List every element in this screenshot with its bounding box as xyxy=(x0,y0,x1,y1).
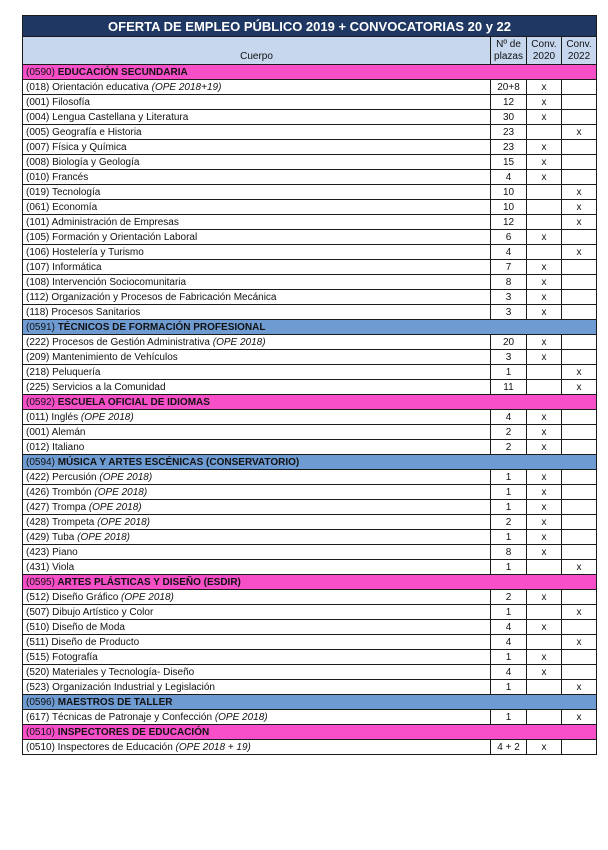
section-code: (0591) xyxy=(26,321,55,333)
conv-2020-cell: x xyxy=(527,170,562,185)
header-conv-2020-line1: Conv. xyxy=(531,38,557,50)
conv-2020-cell: x xyxy=(527,485,562,500)
plazas-cell: 6 xyxy=(491,230,527,245)
table-row xyxy=(23,365,597,380)
table-row xyxy=(23,80,597,95)
cuerpo-cell xyxy=(23,425,491,440)
plazas-cell: 3 xyxy=(491,305,527,320)
cuerpo-name: (107) Informática xyxy=(26,261,102,273)
plazas-cell: 20 xyxy=(491,335,527,350)
conv-2020-cell xyxy=(527,635,562,650)
cuerpo-cell xyxy=(23,305,491,320)
section-name: TÉCNICOS DE FORMACIÓN PROFESIONAL xyxy=(57,321,266,333)
section-name: ESCUELA OFICIAL DE IDIOMAS xyxy=(57,396,210,408)
conv-2022-cell xyxy=(562,290,597,305)
cuerpo-cell xyxy=(23,545,491,560)
plazas-cell: 1 xyxy=(491,365,527,380)
table-row xyxy=(23,635,597,650)
header-plazas-line1: Nº de xyxy=(496,38,521,50)
cuerpo-note: (OPE 2018+19) xyxy=(151,81,222,93)
conv-2020-cell: x xyxy=(527,470,562,485)
table-row xyxy=(23,530,597,545)
table-row xyxy=(23,605,597,620)
plazas-cell: 1 xyxy=(491,560,527,575)
cuerpo-name: (431) Viola xyxy=(26,561,75,573)
cuerpo-name: (515) Fotografía xyxy=(26,651,98,663)
table-row xyxy=(23,110,597,125)
table-row xyxy=(23,620,597,635)
table-row xyxy=(23,260,597,275)
cuerpo-name: (426) Trombón xyxy=(26,486,92,498)
section-header-row xyxy=(23,455,597,470)
plazas-cell: 15 xyxy=(491,155,527,170)
section-header-row xyxy=(23,65,597,80)
plazas-cell: 2 xyxy=(491,590,527,605)
conv-2020-cell: x xyxy=(527,650,562,665)
cuerpo-cell xyxy=(23,335,491,350)
conv-2020-cell: x xyxy=(527,95,562,110)
cuerpo-name: (008) Biología y Geología xyxy=(26,156,140,168)
conv-2020-cell: x xyxy=(527,440,562,455)
conv-2022-cell xyxy=(562,500,597,515)
cuerpo-name: (209) Mantenimiento de Vehículos xyxy=(26,351,178,363)
section-name: INSPECTORES DE EDUCACIÓN xyxy=(57,726,210,738)
conv-2022-cell: x xyxy=(562,215,597,230)
conv-2022-cell xyxy=(562,590,597,605)
header-conv-2020 xyxy=(527,37,562,65)
conv-2020-cell xyxy=(527,380,562,395)
conv-2022-cell xyxy=(562,650,597,665)
conv-2022-cell: x xyxy=(562,605,597,620)
conv-2020-cell: x xyxy=(527,350,562,365)
plazas-cell: 4 + 2 xyxy=(491,740,527,755)
table-row xyxy=(23,410,597,425)
conv-2020-cell xyxy=(527,215,562,230)
cuerpo-name: (520) Materiales y Tecnología- Diseño xyxy=(26,666,195,678)
section-code: (0510) xyxy=(26,726,55,738)
plazas-cell: 23 xyxy=(491,125,527,140)
conv-2020-cell xyxy=(527,200,562,215)
cuerpo-note: (OPE 2018) xyxy=(80,411,134,423)
plazas-cell: 11 xyxy=(491,380,527,395)
cuerpo-name: (218) Peluquería xyxy=(26,366,101,378)
table-row xyxy=(23,155,597,170)
conv-2022-cell: x xyxy=(562,635,597,650)
plazas-cell: 12 xyxy=(491,95,527,110)
conv-2022-cell xyxy=(562,80,597,95)
cuerpo-cell xyxy=(23,155,491,170)
plazas-cell: 1 xyxy=(491,710,527,725)
cuerpo-cell xyxy=(23,740,491,755)
conv-2022-cell xyxy=(562,515,597,530)
cuerpo-name: (510) Diseño de Moda xyxy=(26,621,125,633)
cuerpo-cell xyxy=(23,515,491,530)
conv-2020-cell: x xyxy=(527,275,562,290)
cuerpo-cell xyxy=(23,635,491,650)
cuerpo-cell xyxy=(23,95,491,110)
cuerpo-name: (106) Hostelería y Turismo xyxy=(26,246,144,258)
section-header-row xyxy=(23,725,597,740)
table-row xyxy=(23,245,597,260)
conv-2022-cell xyxy=(562,740,597,755)
cuerpo-cell xyxy=(23,170,491,185)
table-row xyxy=(23,125,597,140)
conv-2022-cell: x xyxy=(562,680,597,695)
section-header-row xyxy=(23,320,597,335)
conv-2022-cell xyxy=(562,665,597,680)
cuerpo-cell xyxy=(23,260,491,275)
table-row xyxy=(23,275,597,290)
conv-2020-cell: x xyxy=(527,290,562,305)
offer-sheet xyxy=(22,15,596,755)
section-name: EDUCACIÓN SECUNDARIA xyxy=(57,66,188,78)
conv-2022-cell xyxy=(562,260,597,275)
table-row xyxy=(23,215,597,230)
plazas-cell: 10 xyxy=(491,185,527,200)
plazas-cell: 8 xyxy=(491,545,527,560)
section-code: (0590) xyxy=(26,66,55,78)
plazas-cell: 1 xyxy=(491,500,527,515)
section-header-row xyxy=(23,395,597,410)
conv-2020-cell xyxy=(527,560,562,575)
plazas-cell: 1 xyxy=(491,530,527,545)
cuerpo-note: (OPE 2018) xyxy=(99,471,153,483)
conv-2022-cell xyxy=(562,140,597,155)
cuerpo-name: (422) Percusión xyxy=(26,471,97,483)
cuerpo-cell xyxy=(23,530,491,545)
cuerpo-cell xyxy=(23,185,491,200)
cuerpo-cell xyxy=(23,200,491,215)
section-code: (0595) xyxy=(26,576,55,588)
cuerpo-cell xyxy=(23,620,491,635)
header-row xyxy=(23,37,597,65)
table-row xyxy=(23,185,597,200)
cuerpo-name: (001) Filosofía xyxy=(26,96,90,108)
plazas-cell: 1 xyxy=(491,680,527,695)
section-header xyxy=(23,725,597,740)
conv-2022-cell xyxy=(562,440,597,455)
header-conv-2022-line2: 2022 xyxy=(567,50,591,62)
plazas-cell: 3 xyxy=(491,290,527,305)
cuerpo-note: (OPE 2018) xyxy=(88,501,142,513)
cuerpo-cell xyxy=(23,275,491,290)
conv-2022-cell: x xyxy=(562,365,597,380)
conv-2020-cell: x xyxy=(527,530,562,545)
offer-table xyxy=(22,15,597,755)
header-cuerpo: Cuerpo xyxy=(23,37,491,65)
section-header xyxy=(23,455,597,470)
page-title: OFERTA DE EMPLEO PÚBLICO 2019 + CONVOCATORIAS 20 y 22 xyxy=(23,16,597,37)
section-name: MÚSICA Y ARTES ESCÉNICAS (CONSERVATORIO) xyxy=(57,456,300,468)
plazas-cell: 8 xyxy=(491,275,527,290)
cuerpo-cell xyxy=(23,470,491,485)
cuerpo-cell xyxy=(23,80,491,95)
plazas-cell: 23 xyxy=(491,140,527,155)
conv-2022-cell xyxy=(562,305,597,320)
cuerpo-name: (225) Servicios a la Comunidad xyxy=(26,381,166,393)
plazas-cell: 30 xyxy=(491,110,527,125)
cuerpo-cell xyxy=(23,365,491,380)
conv-2022-cell xyxy=(562,170,597,185)
cuerpo-name: (222) Procesos de Gestión Administrativa xyxy=(26,336,210,348)
table-row xyxy=(23,545,597,560)
conv-2020-cell: x xyxy=(527,665,562,680)
cuerpo-note: (OPE 2018 + 19) xyxy=(175,741,251,753)
cuerpo-name: (507) Dibujo Artístico y Color xyxy=(26,606,154,618)
cuerpo-name: (019) Tecnología xyxy=(26,186,101,198)
cuerpo-cell xyxy=(23,650,491,665)
plazas-cell: 7 xyxy=(491,260,527,275)
conv-2020-cell: x xyxy=(527,230,562,245)
cuerpo-cell xyxy=(23,500,491,515)
cuerpo-cell xyxy=(23,110,491,125)
cuerpo-note: (OPE 2018) xyxy=(97,516,150,528)
cuerpo-cell xyxy=(23,560,491,575)
cuerpo-name: (0510) Inspectores de Educación xyxy=(26,741,173,753)
cuerpo-name: (105) Formación y Orientación Laboral xyxy=(26,231,198,243)
section-header xyxy=(23,695,597,710)
section-header-row xyxy=(23,575,597,590)
cuerpo-name: (108) Intervención Sociocomunitaria xyxy=(26,276,187,288)
cuerpo-name: (011) Inglés xyxy=(26,411,79,423)
conv-2020-cell: x xyxy=(527,590,562,605)
header-plazas xyxy=(491,37,527,65)
cuerpo-name: (007) Física y Química xyxy=(26,141,127,153)
table-row xyxy=(23,305,597,320)
conv-2022-cell xyxy=(562,335,597,350)
table-row xyxy=(23,170,597,185)
plazas-cell: 20+8 xyxy=(491,80,527,95)
conv-2020-cell xyxy=(527,185,562,200)
cuerpo-cell xyxy=(23,140,491,155)
table-row xyxy=(23,740,597,755)
conv-2020-cell: x xyxy=(527,335,562,350)
conv-2022-cell: x xyxy=(562,185,597,200)
table-row xyxy=(23,140,597,155)
cuerpo-name: (617) Técnicas de Patronaje y Confección xyxy=(26,711,213,723)
section-header xyxy=(23,320,597,335)
table-row xyxy=(23,230,597,245)
conv-2020-cell xyxy=(527,245,562,260)
conv-2020-cell: x xyxy=(527,305,562,320)
table-row xyxy=(23,515,597,530)
header-conv-2022 xyxy=(562,37,597,65)
cuerpo-note: (OPE 2018) xyxy=(212,336,266,348)
table-row xyxy=(23,290,597,305)
section-name: ARTES PLÁSTICAS Y DISEÑO (ESDIR) xyxy=(57,576,241,588)
cuerpo-name: (012) Italiano xyxy=(26,441,85,453)
plazas-cell: 1 xyxy=(491,485,527,500)
cuerpo-cell xyxy=(23,665,491,680)
title-row xyxy=(23,16,597,37)
conv-2020-cell xyxy=(527,680,562,695)
conv-2022-cell xyxy=(562,620,597,635)
plazas-cell: 1 xyxy=(491,605,527,620)
cuerpo-name: (010) Francés xyxy=(26,171,89,183)
plazas-cell: 1 xyxy=(491,650,527,665)
conv-2020-cell: x xyxy=(527,155,562,170)
conv-2020-cell xyxy=(527,365,562,380)
cuerpo-cell xyxy=(23,680,491,695)
conv-2020-cell: x xyxy=(527,80,562,95)
header-conv-2020-line2: 2020 xyxy=(532,50,556,62)
conv-2020-cell: x xyxy=(527,140,562,155)
cuerpo-name: (001) Alemán xyxy=(26,426,86,438)
table-row xyxy=(23,500,597,515)
plazas-cell: 1 xyxy=(491,470,527,485)
cuerpo-cell xyxy=(23,605,491,620)
section-header xyxy=(23,65,597,80)
table-row xyxy=(23,350,597,365)
cuerpo-name: (427) Trompa xyxy=(26,501,87,513)
table-row xyxy=(23,665,597,680)
conv-2020-cell xyxy=(527,605,562,620)
plazas-cell: 4 xyxy=(491,410,527,425)
conv-2022-cell: x xyxy=(562,125,597,140)
table-row xyxy=(23,440,597,455)
section-code: (0596) xyxy=(26,696,55,708)
cuerpo-cell xyxy=(23,710,491,725)
header-plazas-line2: plazas xyxy=(494,50,523,62)
cuerpo-name: (004) Lengua Castellana y Literatura xyxy=(26,111,189,123)
conv-2020-cell: x xyxy=(527,620,562,635)
table-row xyxy=(23,710,597,725)
section-name: MAESTROS DE TALLER xyxy=(57,696,173,708)
plazas-cell: 4 xyxy=(491,665,527,680)
plazas-cell: 3 xyxy=(491,350,527,365)
conv-2020-cell xyxy=(527,710,562,725)
conv-2022-cell xyxy=(562,110,597,125)
cuerpo-name: (512) Diseño Gráfico xyxy=(26,591,119,603)
section-header-row xyxy=(23,695,597,710)
header-conv-2022-line1: Conv. xyxy=(566,38,592,50)
conv-2022-cell xyxy=(562,425,597,440)
cuerpo-name: (511) Diseño de Producto xyxy=(26,636,140,648)
cuerpo-cell xyxy=(23,230,491,245)
plazas-cell: 2 xyxy=(491,515,527,530)
table-row xyxy=(23,650,597,665)
cuerpo-note: (OPE 2018) xyxy=(214,711,268,723)
cuerpo-cell xyxy=(23,245,491,260)
table-row xyxy=(23,560,597,575)
conv-2022-cell xyxy=(562,155,597,170)
cuerpo-cell xyxy=(23,590,491,605)
cuerpo-cell xyxy=(23,125,491,140)
section-code: (0592) xyxy=(26,396,55,408)
plazas-cell: 4 xyxy=(491,635,527,650)
cuerpo-note: (OPE 2018) xyxy=(121,591,174,603)
conv-2020-cell: x xyxy=(527,410,562,425)
table-row xyxy=(23,335,597,350)
plazas-cell: 10 xyxy=(491,200,527,215)
table-row xyxy=(23,95,597,110)
table-row xyxy=(23,200,597,215)
conv-2020-cell: x xyxy=(527,740,562,755)
cuerpo-note: (OPE 2018) xyxy=(94,486,148,498)
conv-2022-cell xyxy=(562,95,597,110)
plazas-cell: 4 xyxy=(491,620,527,635)
cuerpo-cell xyxy=(23,485,491,500)
cuerpo-name: (429) Tuba xyxy=(26,531,75,543)
conv-2022-cell xyxy=(562,410,597,425)
table-body xyxy=(23,65,597,755)
cuerpo-name: (061) Economía xyxy=(26,201,98,213)
conv-2022-cell xyxy=(562,545,597,560)
cuerpo-name: (112) Organización y Procesos de Fabricación Mecánica xyxy=(26,291,277,303)
conv-2020-cell: x xyxy=(527,425,562,440)
cuerpo-name: (101) Administración de Empresas xyxy=(26,216,179,228)
plazas-cell: 4 xyxy=(491,245,527,260)
cuerpo-cell xyxy=(23,440,491,455)
section-header xyxy=(23,395,597,410)
conv-2020-cell: x xyxy=(527,515,562,530)
conv-2020-cell: x xyxy=(527,110,562,125)
conv-2022-cell xyxy=(562,350,597,365)
table-row xyxy=(23,425,597,440)
conv-2020-cell: x xyxy=(527,500,562,515)
conv-2022-cell xyxy=(562,275,597,290)
table-row xyxy=(23,485,597,500)
conv-2022-cell: x xyxy=(562,200,597,215)
cuerpo-name: (428) Trompeta xyxy=(26,516,95,528)
conv-2022-cell xyxy=(562,530,597,545)
table-row xyxy=(23,380,597,395)
table-row xyxy=(23,680,597,695)
cuerpo-cell xyxy=(23,350,491,365)
plazas-cell: 4 xyxy=(491,170,527,185)
cuerpo-note: (OPE 2018) xyxy=(77,531,130,543)
cuerpo-name: (018) Orientación educativa xyxy=(26,81,149,93)
cuerpo-cell xyxy=(23,215,491,230)
conv-2020-cell xyxy=(527,125,562,140)
conv-2022-cell: x xyxy=(562,710,597,725)
conv-2020-cell: x xyxy=(527,260,562,275)
cuerpo-name: (423) Piano xyxy=(26,546,78,558)
conv-2022-cell: x xyxy=(562,245,597,260)
conv-2022-cell xyxy=(562,230,597,245)
plazas-cell: 2 xyxy=(491,425,527,440)
section-code: (0594) xyxy=(26,456,55,468)
conv-2022-cell xyxy=(562,485,597,500)
conv-2022-cell: x xyxy=(562,380,597,395)
plazas-cell: 2 xyxy=(491,440,527,455)
cuerpo-cell xyxy=(23,410,491,425)
plazas-cell: 12 xyxy=(491,215,527,230)
table-row xyxy=(23,470,597,485)
cuerpo-cell xyxy=(23,290,491,305)
cuerpo-name: (523) Organización Industrial y Legislación xyxy=(26,681,215,693)
table-row xyxy=(23,590,597,605)
cuerpo-name: (005) Geografía e Historia xyxy=(26,126,142,138)
cuerpo-name: (118) Procesos Sanitarios xyxy=(26,306,141,318)
section-header xyxy=(23,575,597,590)
cuerpo-cell xyxy=(23,380,491,395)
conv-2022-cell xyxy=(562,470,597,485)
conv-2022-cell: x xyxy=(562,560,597,575)
conv-2020-cell: x xyxy=(527,545,562,560)
